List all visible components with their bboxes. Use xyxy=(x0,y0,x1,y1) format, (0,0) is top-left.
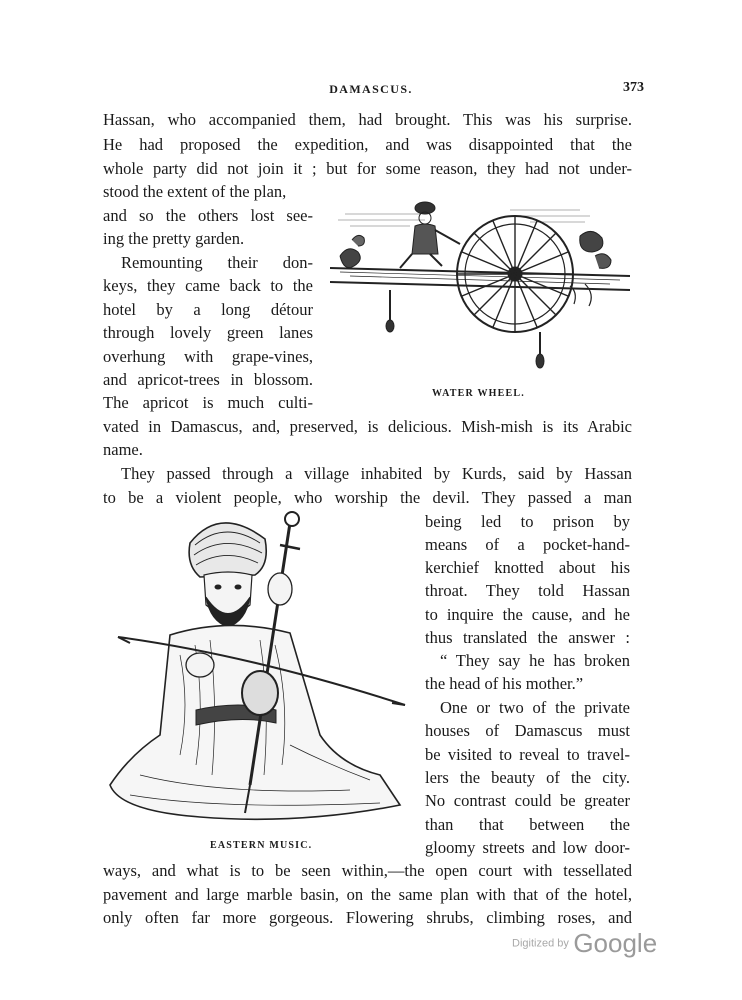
text-line: gloomy streets and low door- xyxy=(425,838,630,857)
text-line: houses of Damascus must xyxy=(425,721,630,740)
watermark-prefix: Digitized by xyxy=(512,937,569,950)
text-line: stood the extent of the plan, xyxy=(103,182,287,201)
text-line: whole party did not join it ; but for some reason, they had not under- xyxy=(103,159,632,178)
text-line: hotel by a long détour xyxy=(103,300,313,319)
text-line: throat. They told Hassan xyxy=(425,581,630,600)
text-line: and so the others lost see- xyxy=(103,206,313,225)
text-line: keys, they came back to the xyxy=(103,276,313,295)
text-line: One or two of the private xyxy=(440,698,630,717)
text-line: through lovely green lanes xyxy=(103,323,313,342)
text-line: kerchief knotted about his xyxy=(425,558,630,577)
text-line: lers the beauty of the city. xyxy=(425,768,630,787)
text-line: They passed through a village inhabited by Kurds, said by Hassan xyxy=(121,464,632,483)
text-line: the head of his mother.” xyxy=(425,674,584,693)
text-line: overhung with grape-vines, xyxy=(103,347,313,366)
text-line: Remounting their don- xyxy=(121,253,313,272)
text-line: ways, and what is to be seen within,—the open court with tessellated xyxy=(103,861,632,880)
text-line: name. xyxy=(103,440,143,459)
digitized-by-google-watermark xyxy=(512,928,657,959)
text-line: vated in Damascus, and, preserved, is delicious. Mish-mish is its Arabic xyxy=(103,417,632,436)
figure-caption: EASTERN MUSIC. xyxy=(210,840,313,851)
text-line: Hassan, who accompanied them, had brought. This was his surprise. xyxy=(103,110,632,129)
text-line: No contrast could be greater xyxy=(425,791,630,810)
text-line: be visited to reveal to travel- xyxy=(425,745,630,764)
water-wheel-illustration xyxy=(330,196,630,374)
page-number: 373 xyxy=(623,80,644,95)
text-line: The apricot is much culti- xyxy=(103,393,313,412)
text-line: only often far more gorgeous. Flowering shrubs, climbing roses, and xyxy=(103,908,632,927)
text-line: ing the pretty garden. xyxy=(103,229,245,248)
google-logo: Google xyxy=(573,928,658,958)
text-line: pavement and large marble basin, on the same plan with that of the hotel, xyxy=(103,885,632,904)
running-head: DAMASCUS. xyxy=(329,82,413,96)
text-line: to inquire the cause, and he xyxy=(425,605,630,624)
eastern-musician-illustration xyxy=(100,505,418,827)
figure-caption: WATER WHEEL. xyxy=(432,388,525,399)
text-line: and apricot-trees in blossom. xyxy=(103,370,313,389)
text-line: He had proposed the expedition, and was disappointed that the xyxy=(103,135,632,154)
text-line: thus translated the answer : xyxy=(425,628,630,647)
text-line: means of a pocket-hand- xyxy=(425,535,630,554)
text-line: than that between the xyxy=(425,815,630,834)
text-line: to be a violent people, who worship the devil. They passed a man xyxy=(103,488,632,507)
text-line: “ They say he has broken xyxy=(440,651,630,670)
text-line: being led to prison by xyxy=(425,512,630,531)
